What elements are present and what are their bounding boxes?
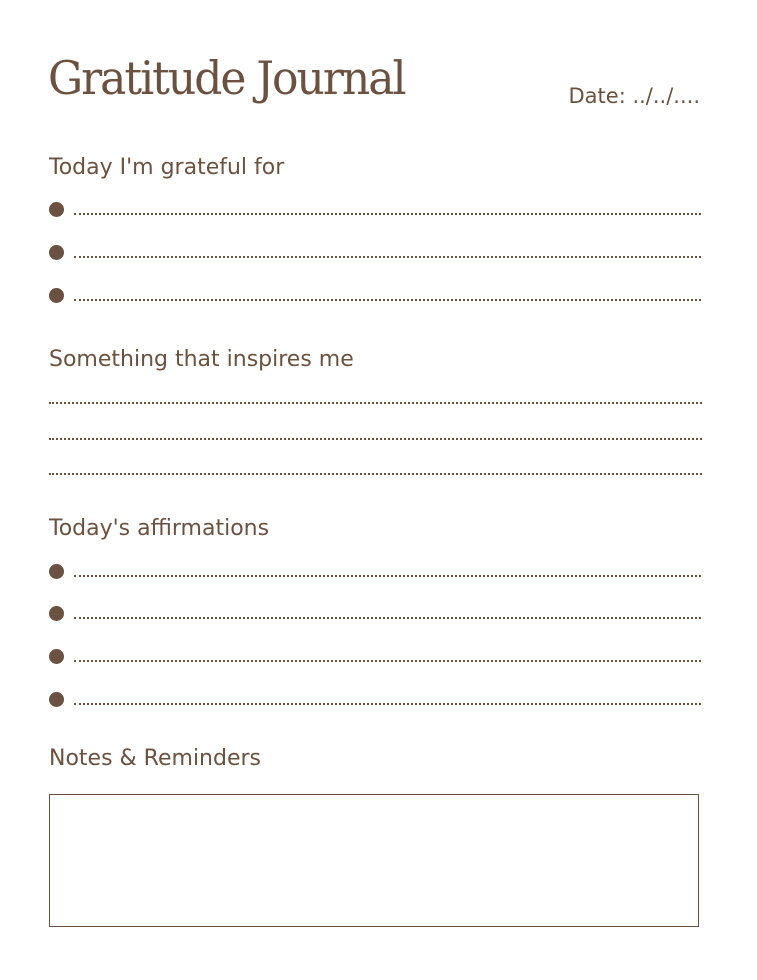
bullet-icon xyxy=(49,202,64,217)
bullet-icon xyxy=(49,245,64,260)
section-title-inspires: Something that inspires me xyxy=(49,347,354,372)
inspires-writing-line[interactable] xyxy=(49,402,702,404)
journal-title: Gratitude Journal xyxy=(48,51,405,106)
bullet-icon xyxy=(49,288,64,303)
dotted-writing-line xyxy=(74,213,701,215)
dotted-writing-line xyxy=(74,660,701,662)
dotted-writing-line xyxy=(74,299,701,301)
inspires-writing-line[interactable] xyxy=(49,438,702,440)
grateful-entry-line[interactable] xyxy=(49,202,701,218)
dotted-writing-line xyxy=(74,575,701,577)
affirmation-entry-line[interactable] xyxy=(49,606,701,622)
grateful-entry-line[interactable] xyxy=(49,288,701,304)
bullet-icon xyxy=(49,606,64,621)
dotted-writing-line xyxy=(74,703,701,705)
affirmation-entry-line[interactable] xyxy=(49,692,701,708)
dotted-writing-line xyxy=(74,256,701,258)
grateful-entry-line[interactable] xyxy=(49,245,701,261)
section-title-notes: Notes & Reminders xyxy=(49,746,262,771)
affirmation-entry-line[interactable] xyxy=(49,564,701,580)
section-title-affirmations: Today's affirmations xyxy=(49,516,270,541)
inspires-writing-line[interactable] xyxy=(49,473,702,475)
bullet-icon xyxy=(49,564,64,579)
section-title-grateful: Today I'm grateful for xyxy=(49,155,285,180)
bullet-icon xyxy=(49,692,64,707)
affirmation-entry-line[interactable] xyxy=(49,649,701,665)
bullet-icon xyxy=(49,649,64,664)
notes-box[interactable] xyxy=(49,794,699,927)
dotted-writing-line xyxy=(74,617,701,619)
date-field[interactable]: Date: ../../.... xyxy=(568,84,700,108)
